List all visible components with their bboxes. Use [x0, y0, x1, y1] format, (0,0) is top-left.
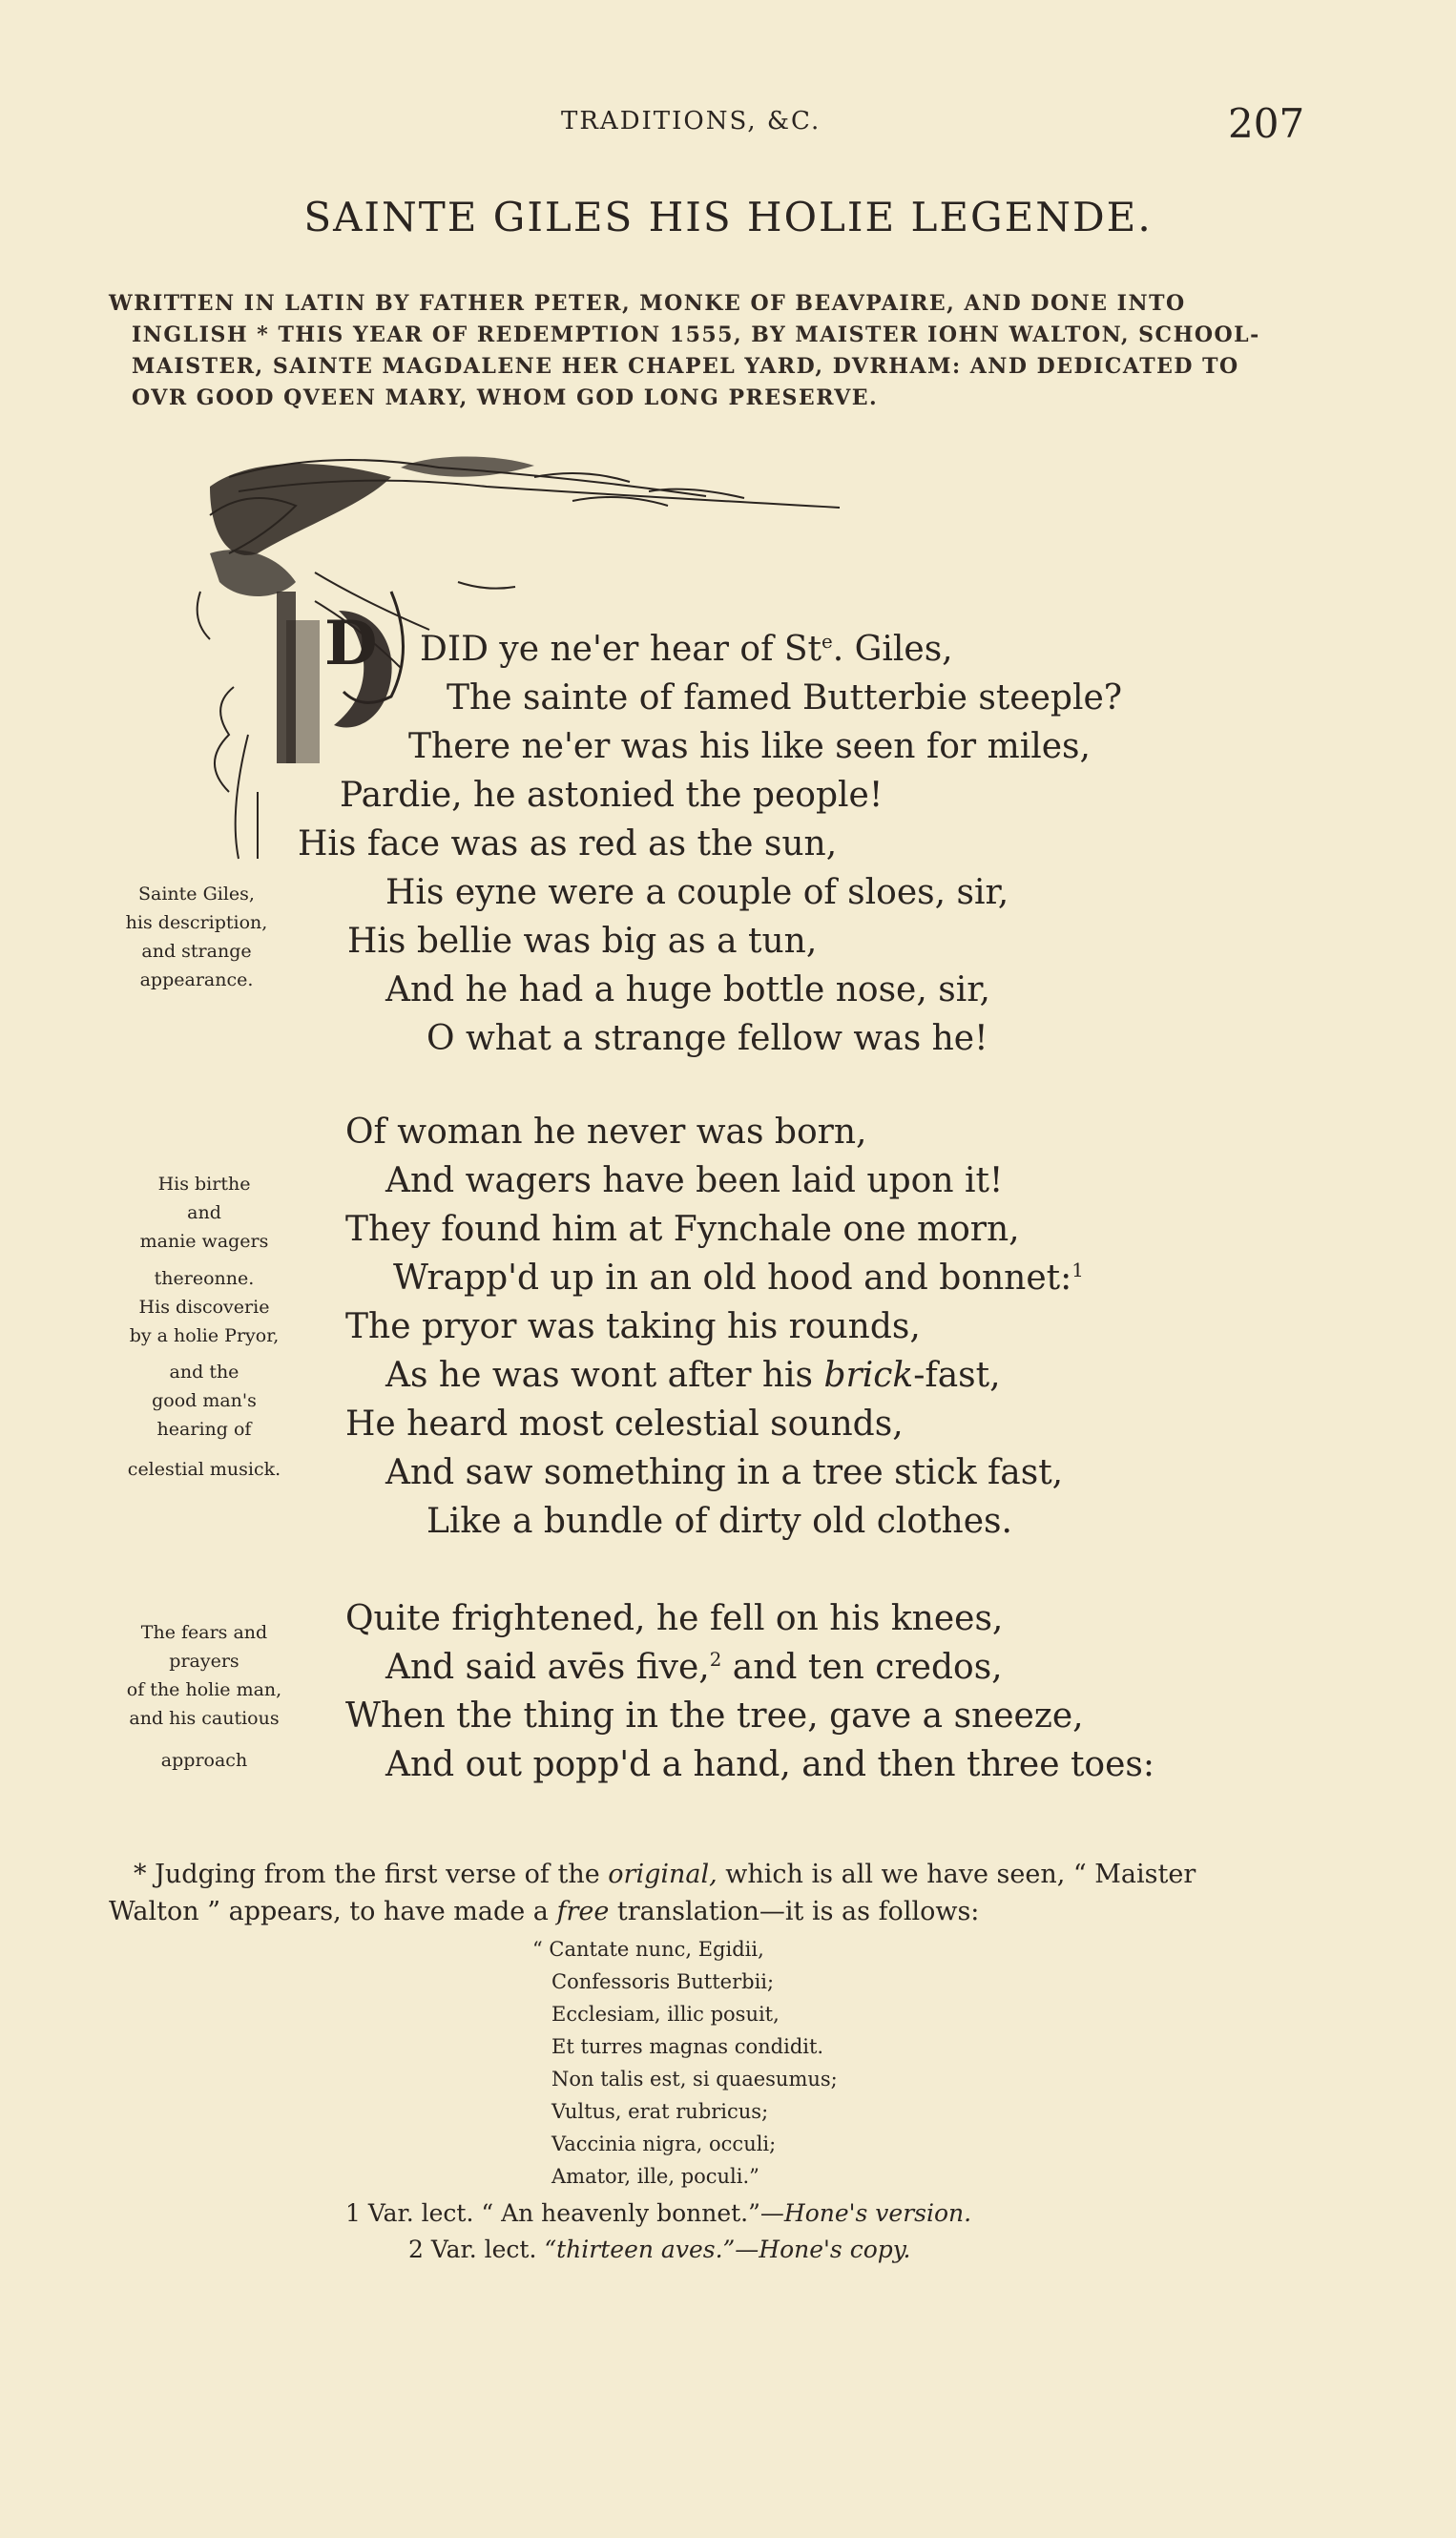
latin-verse-line: Vultus, erat rubricus;	[551, 2100, 769, 2123]
verse-line: And saw something in a tree stick fast,	[385, 1453, 1064, 1492]
verse-line: And said avēs five,$^2$ and ten credos,	[385, 1648, 1003, 1687]
verse-line: His bellie was big as a tun,	[347, 922, 818, 961]
verse-line: When the thing in the tree, gave a sneeze,	[345, 1696, 1084, 1736]
latin-verse-line: Et turres magnas condidit.	[551, 2035, 824, 2058]
margin-note: manie wagers	[139, 1231, 269, 1252]
verse-line: His face was as red as the sun,	[298, 824, 838, 863]
running-head: TRADITIONS, &C.	[561, 107, 822, 135]
latin-verse-line: Ecclesiam, illic posuit,	[551, 2003, 780, 2026]
latin-verse-line: “ Cantate nunc, Egidii,	[532, 1938, 764, 1961]
verse-line: He heard most celestial sounds,	[345, 1404, 904, 1444]
verse-line: They found him at Fynchale one morn,	[345, 1210, 1020, 1249]
margin-note: hearing of	[156, 1419, 252, 1440]
verse-line: The sainte of famed Butterbie steeple?	[447, 678, 1123, 718]
margin-note: his description,	[125, 912, 268, 933]
verse-line: Like a bundle of dirty old clothes.	[426, 1502, 1012, 1541]
verse-line: The pryor was taking his rounds,	[345, 1307, 921, 1346]
verse-line: There ne'er was his like seen for miles,	[408, 727, 1091, 766]
margin-note: by a holie Pryor,	[129, 1325, 280, 1346]
margin-note: and the	[169, 1362, 239, 1383]
verse-line: Pardie, he astonied the people!	[340, 776, 884, 815]
verse-line: And he had a huge bottle nose, sir,	[385, 970, 990, 1009]
verse-line: His eyne were a couple of sloes, sir,	[385, 873, 1009, 912]
margin-note: His birthe	[157, 1174, 251, 1195]
page-number: 207	[1228, 100, 1305, 147]
latin-verse-line: Non talis est, si quaesumus;	[551, 2068, 838, 2091]
margin-note: approach	[160, 1750, 248, 1771]
margin-note: The fears and	[140, 1622, 268, 1643]
verse-line: O what a strange fellow was he!	[426, 1019, 988, 1058]
margin-note: prayers	[169, 1651, 239, 1672]
subtitle-line: MAISTER, SAINTE MAGDALENE HER CHAPEL YARD, DVRHAM: AND DEDICATED TO	[132, 354, 1239, 379]
margin-note: good man's	[152, 1390, 257, 1411]
subtitle-line: INGLISH * THIS YEAR OF REDEMPTION 1555, BY MAISTER IOHN WALTON, SCHOOL-	[132, 322, 1260, 347]
footnote-line: Walton ” appears, to have made a free translation—it is as follows:	[109, 1897, 980, 1926]
variant-reading: 2 Var. lect. “thirteen aves.”—Hone's copy.	[408, 2236, 911, 2263]
verse-line: Of woman he never was born,	[345, 1113, 867, 1152]
verse-line: DID ye ne'er hear of St$^e$. Giles,	[420, 630, 953, 669]
margin-note: of the holie man,	[126, 1679, 282, 1700]
drop-cap-d: D	[324, 608, 378, 679]
margin-note: His discoverie	[138, 1297, 270, 1318]
verse-line: Quite frightened, he fell on his knees,	[345, 1599, 1004, 1638]
margin-note: and his cautious	[129, 1708, 280, 1729]
latin-verse-line: Vaccinia nigra, occuli;	[551, 2132, 777, 2155]
subtitle-line: OVR GOOD QVEEN MARY, WHOM GOD LONG PRESERVE.	[132, 385, 879, 410]
margin-note: and strange	[141, 941, 252, 962]
latin-verse-line: Amator, ille, poculi.”	[551, 2165, 759, 2188]
verse-line: As he was wont after his brick-fast,	[385, 1356, 1001, 1395]
margin-note: appearance.	[139, 969, 254, 990]
margin-note: thereonne.	[154, 1268, 255, 1289]
verse-line: And wagers have been laid upon it!	[385, 1161, 1004, 1200]
page-title: SAINTE GILES HIS HOLIE LEGENDE.	[303, 194, 1153, 240]
subtitle-line: WRITTEN IN LATIN BY FATHER PETER, MONKE OF BEAVPAIRE, AND DONE INTO	[109, 291, 1186, 316]
latin-verse-line: Confessoris Butterbii;	[551, 1970, 775, 1993]
margin-note: celestial musick.	[127, 1459, 281, 1480]
verse-line: Wrapp'd up in an old hood and bonnet:$^1$	[393, 1259, 1084, 1298]
footnote-line: * Judging from the first verse of the original, which is all we have seen, “ Maister	[134, 1860, 1196, 1889]
variant-reading: 1 Var. lect. “ An heavenly bonnet.”—Hone's version.	[345, 2199, 972, 2227]
margin-note: and	[187, 1202, 221, 1223]
margin-note: Sainte Giles,	[138, 884, 255, 905]
verse-line: And out popp'd a hand, and then three toes:	[385, 1745, 1154, 1784]
